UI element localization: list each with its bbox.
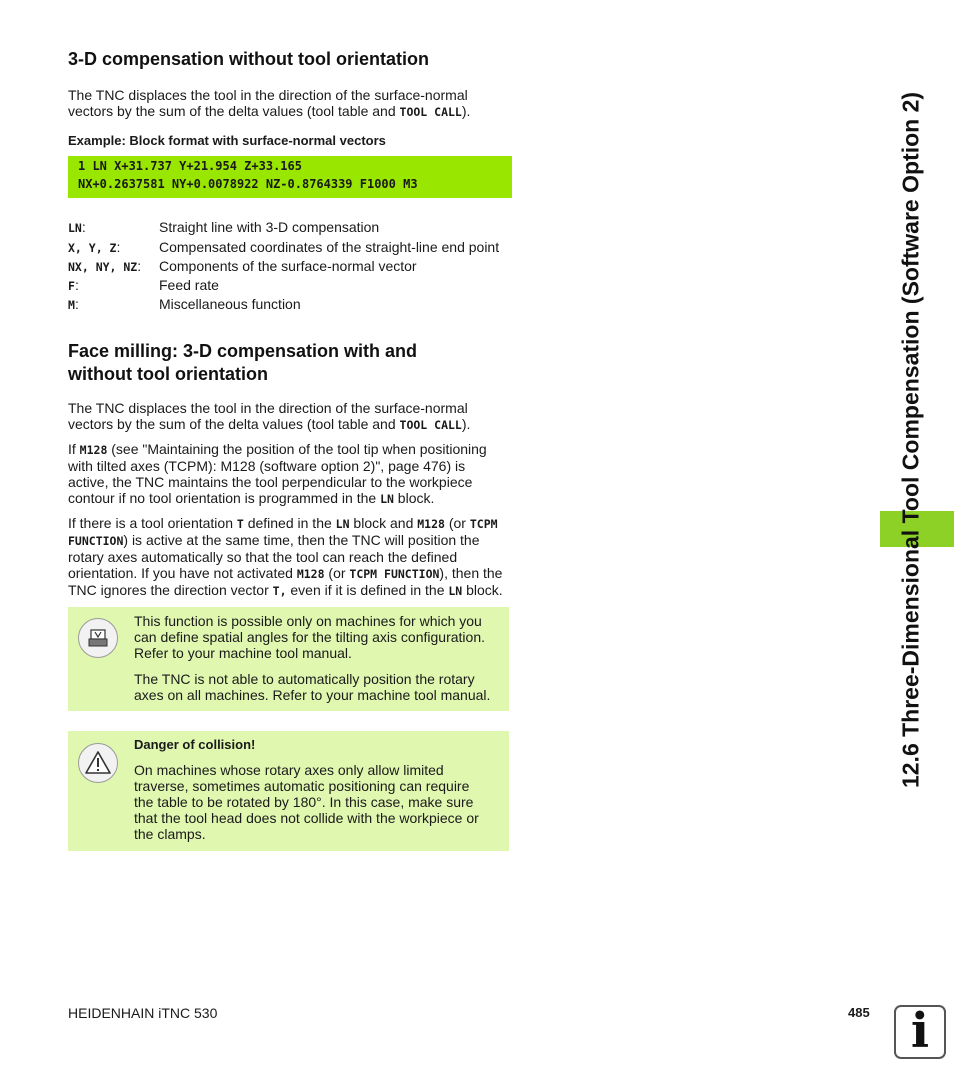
code-line: NX+0.2637581 NY+0.0078922 NZ-0.8764339 F1000 M3 [78, 177, 418, 191]
info-icon: i [894, 1005, 946, 1059]
definition-desc: Miscellaneous function [159, 296, 301, 312]
definition-row: NX, NY, NZ: Components of the surface-normal vector [68, 258, 417, 274]
definition-row: M: Miscellaneous function [68, 296, 301, 312]
definition-desc: Straight line with 3-D compensation [159, 219, 380, 235]
code-block [68, 156, 512, 198]
definition-desc: Compensated coordinates of the straight-line end point [159, 239, 500, 255]
definition-desc: Feed rate [159, 277, 219, 293]
definition-term: NX, NY, NZ [68, 260, 138, 274]
definition-term: F [68, 279, 75, 293]
paragraph: The TNC displaces the tool in the direction of the surface-normal vectors by the sum of the delta values (tool table and TOOL CALL). [68, 87, 471, 119]
code-line: 1 LN X+31.737 Y+21.954 Z+33.165 [78, 159, 302, 173]
warning-title: Danger of collision! [134, 737, 256, 752]
definition-term: X, Y, Z [68, 241, 117, 255]
section-heading: 3-D compensation without tool orientation [68, 49, 429, 69]
note-text: This function is possible only on machines for which you can define spatial angles for the tilting axis configuration. Refer to your machine tool manual. [134, 613, 485, 661]
paragraph: The TNC displaces the tool in the direction of the surface-normal vectors by the sum of the delta values (tool table and TOOL CALL). [68, 400, 471, 432]
warning-icon [78, 743, 118, 783]
definition-desc: Components of the surface-normal vector [159, 258, 417, 274]
machine-manual-icon [78, 618, 118, 658]
definition-row: X, Y, Z: Compensated coordinates of the straight-line end point [68, 239, 500, 255]
footer-product-name: HEIDENHAIN iTNC 530 [68, 1005, 218, 1021]
definition-term: M [68, 298, 75, 312]
chapter-title: 12.6 Three-Dimensional Tool Compensation (Software Option 2) [897, 91, 924, 789]
note-text: The TNC is not able to automatically position the rotary axes on all machines. Refer to your machine tool manual. [134, 671, 491, 703]
example-heading: Example: Block format with surface-normal vectors [68, 133, 386, 148]
definition-term: LN [68, 221, 82, 235]
warning-text: On machines whose rotary axes only allow limited traverse, sometimes automatic positioning can require the table to be rotated by 180°. In this case, make sure that the tool head does not collide with the workpiece or the clamps. [134, 762, 479, 842]
definition-row: LN: Straight line with 3-D compensation [68, 219, 380, 235]
section-heading: Face milling: 3-D compensation with and without tool orientation [68, 341, 418, 384]
paragraph: If there is a tool orientation T defined in the LN block and M128 (or TCPM FUNCTION) is active at the same time, then the TNC will position the rotary axes automatically so that the tool can reach the defined orientation. If you have not activated M128 (or TCPM FUNCTION), then the TNC ignores the direction vector T, even if it is defined in the LN block. [68, 515, 503, 598]
definition-row: F: Feed rate [68, 277, 219, 293]
paragraph: If M128 (see "Maintaining the position of the tool tip when positioning with tilted axes (TCPM): M128 (software option 2)", page 476) is active, the TNC maintains the tool perpendicular to the workpiece contour if no tool orientation is programmed in the LN block. [68, 441, 487, 506]
page-number: 485 [848, 1005, 870, 1020]
